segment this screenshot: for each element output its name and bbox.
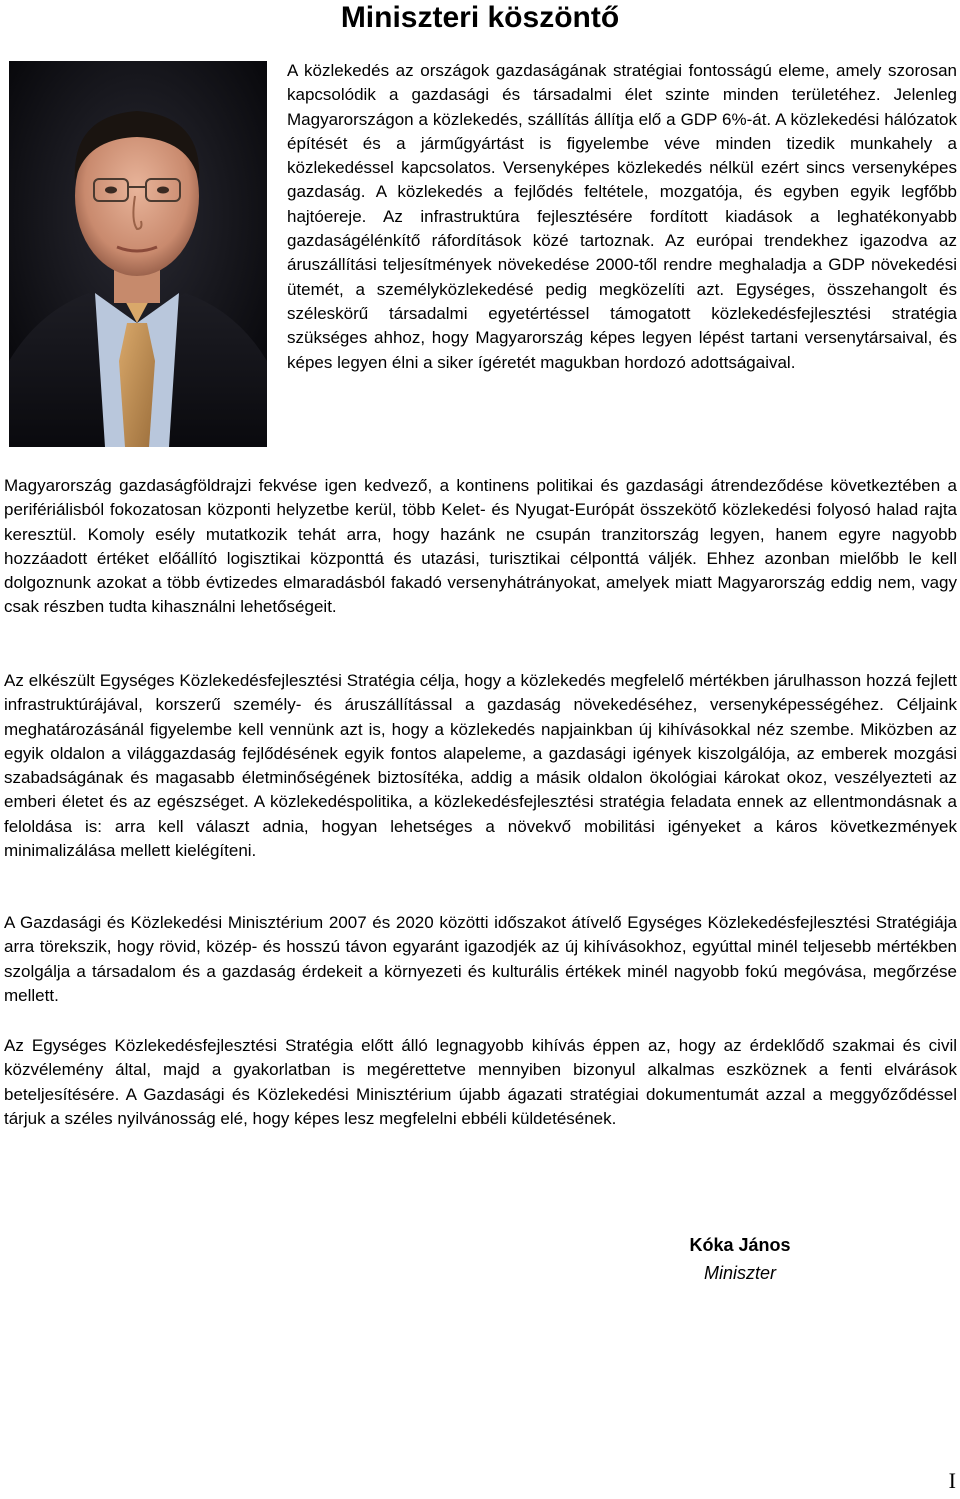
intro-paragraph: A közlekedés az országok gazdaságának stratégiai fontosságú eleme, amely szorosan kapcsolódik a gazdasági és társadalmi élet szinte minden területéhez. Jelenleg Magyarországon a közlekedés, szállítás állítja elő a GDP 6%-át. A közlekedési hálózatok építését és a járműgyártást is figyelembe véve minden tizedik munkahely a közlekedéssel kapcsolatos. Versenyképes közlekedés nélkül ezért sincs versenyképes gazdaság. A közlekedés a fejlődés feltétele, mozgatója, és egyben egyik legfőbb hajtóereje. Az infrastruktúra fejlesztésére fordított kiadások a leghatékonyabb gazdaságélénkítő ráfordítások közé tartoznak. Az európai trendekhez igazodva az áruszállítási teljesítmények növekedése 2000-től rendre meghaladja a GDP növekedési ütemét, a személyközlekedésé pedig megközelíti azt. Egységes, összehangolt és széleskörű társadalmi egyetértéssel támogatott közlekedésfejlesztési stratégia szükséges ahhoz, hogy Magyarország képes legyen lépést tartani versenytársaival, és képes legyen élni a siker ígéretét magukban hordozó adottságaival.: [287, 61, 957, 372]
page-title: Miniszteri köszöntő: [340, 1, 620, 34]
signer-name: Kóka János: [689, 1235, 791, 1255]
body-paragraph: Az Egységes Közlekedésfejlesztési Stratégia előtt álló legnagyobb kihívás éppen az, hogy az érdeklődő szakmai és civil közvélemény által, majd a gyakorlatban is megérettetve mennyiben bizonyul alkalmas eszköznek a fenti elvárások beteljesítésére. A Gazdasági és Közlekedési Minisztérium újabb ágazati stratégiai dokumentumát azzal a meggyőződéssel tárjuk a széles nyilvánosság elé, hogy képes lesz megfelelni ebbéli küldetésének.: [4, 1036, 957, 1128]
body-paragraph: Az elkészült Egységes Közlekedésfejlesztési Stratégia célja, hogy a közlekedés megfelelő mértékben járulhasson hozzá fejlett infrastruktúrájával, korszerű személy- és áruszállítással a gazdaság növekedéséhez, versenyképességéhez. Céljaink meghatározásánál figyelembe kell vennünk azt is, hogy a közlekedés napjainkban új kihívásokkal néz szembe. Miközben az egyik oldalon a világgazdaság fejlődésének egyik fontos alapeleme, a gazdasági igények kiszolgálója, az emberek mozgási szabadságának és magasabb életminőségének biztosítéka, addig a másik oldalon ökológiai károkat okoz, veszélyezteti az emberi életet és az egészséget. A közlekedéspolitika, a közlekedésfejlesztési stratégia feladata ennek az ellentmondásnak a feloldása is: arra kell választ adnia, hogyan lehetséges a növekvő mobilitási igényeket a káros következmények minimalizálása mellett kielégíteni.: [4, 671, 957, 861]
signer-title: Miniszter: [703, 1263, 776, 1283]
signature-block: [640, 1231, 840, 1287]
body-paragraph: A Gazdasági és Közlekedési Minisztérium 2007 és 2020 közötti időszakot átívelő Egységes Közlekedésfejlesztési Stratégiája arra törekszik, hogy rövid, közép- és hosszú távon egyaránt igazodjék az új kihívásokhoz, egyúttal minél teljesebb mértékben szolgálja a társadalom és a gazdaság érdekeit a környezeti és kulturális értékek minél nagyobb fokú megóvása, megőrzése mellett.: [4, 913, 957, 1005]
portrait-photo: [9, 61, 267, 447]
portrait-image: [9, 61, 267, 447]
body-paragraph: Magyarország gazdaságföldrajzi fekvése igen kedvező, a kontinens politikai és gazdasági átrendeződése következtében a perifériálisból fokozatosan központi helyzetbe kerül, több Kelet- és Nyugat-Európát összekötő közlekedési folyosó halad rajta keresztül. Komoly esély mutatkozik tehát arra, hogy hazánk ne csupán tranzitország legyen, hanem egyre nagyobb hozzáadott értéket előállító logisztikai központtá és utazási, turisztikai célponttá váljék. Ehhez azonban mielőbb le kell dolgoznunk azokat a több évtizedes elmaradásból fakadó versenyhátrányokat, amelyek miatt Magyarország eddig nem, vagy csak részben tudta kihasználni lehetőségeit.: [4, 476, 957, 617]
page-number: I: [948, 1468, 956, 1493]
